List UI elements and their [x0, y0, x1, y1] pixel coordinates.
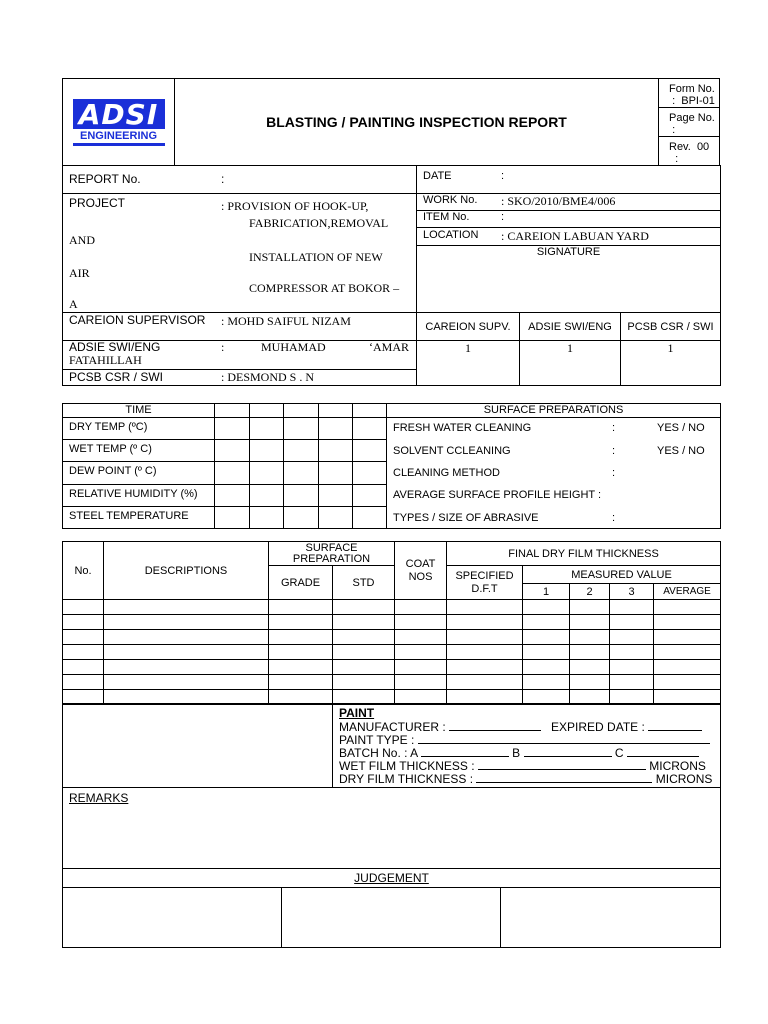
- colon: :: [501, 170, 505, 182]
- colon: :: [221, 172, 225, 186]
- conditions-table: [62, 403, 721, 529]
- condition-value: [215, 484, 250, 506]
- batch-label: BATCH No. : A: [339, 746, 418, 760]
- batch-a-field[interactable]: [421, 746, 509, 757]
- batch-c-label: C: [614, 746, 624, 760]
- colon: :: [672, 124, 676, 136]
- surface-prep-label: AVERAGE SURFACE PROFILE HEIGHT :: [393, 489, 602, 501]
- col-measured-1: 1: [523, 584, 570, 600]
- col-final-dft: FINAL DRY FILM THICKNESS: [447, 542, 721, 566]
- colon: :: [612, 422, 616, 434]
- col-descriptions: DESCRIPTIONS: [104, 542, 269, 600]
- colon: :: [612, 467, 616, 479]
- page-no-label: Page No.: [669, 112, 715, 124]
- company-logo: [73, 99, 165, 146]
- time-slot: [353, 404, 387, 418]
- form-no-value: BPI-01: [681, 95, 715, 107]
- colon: :: [501, 211, 505, 224]
- surface-prep-cell: [387, 418, 721, 529]
- table-row: [63, 675, 721, 690]
- table-row: [63, 600, 721, 615]
- condition-label: WET TEMP (º C): [63, 440, 215, 462]
- sig-adsie-header: ADSIE SWI/ENG: [520, 313, 621, 341]
- condition-value: [215, 462, 250, 484]
- paint-blank-cell: [63, 704, 333, 788]
- condition-value: [284, 440, 319, 462]
- judgement-box[interactable]: [282, 888, 501, 948]
- col-std: STD: [333, 566, 395, 600]
- project-line: A: [69, 297, 78, 311]
- careion-supervisor-label: CAREION SUPERVISOR: [69, 313, 206, 327]
- col-measured-2: 2: [570, 584, 610, 600]
- location-label: LOCATION: [423, 229, 479, 242]
- judgement-label: JUDGEMENT: [354, 871, 429, 885]
- col-surface-preparation: SURFACE PREPARATION: [269, 542, 395, 566]
- careion-supervisor-value: : MOHD SAIFUL NIZAM: [221, 314, 351, 328]
- sig-adsie-value: 1: [520, 341, 621, 386]
- condition-value: [353, 462, 387, 484]
- location-cell: [417, 228, 721, 246]
- condition-value: [284, 506, 319, 528]
- time-slot: [250, 404, 284, 418]
- condition-value: [215, 440, 250, 462]
- signature-label: SIGNATURE: [536, 246, 601, 259]
- item-no-cell: [417, 211, 721, 228]
- manufacturer-field[interactable]: [449, 720, 541, 731]
- date-label: DATE: [423, 170, 452, 182]
- remarks-cell: [63, 788, 721, 869]
- paint-type-field[interactable]: [418, 733, 710, 744]
- condition-value: [353, 484, 387, 506]
- surface-prep-label: CLEANING METHOD: [393, 467, 500, 479]
- judgement-box[interactable]: [63, 888, 282, 948]
- surface-prep-value: YES / NO: [657, 422, 705, 434]
- colon: :: [675, 153, 679, 165]
- col-grade: GRADE: [269, 566, 333, 600]
- adsie-name: FATAHILLAH: [69, 353, 142, 367]
- colon: :: [612, 512, 616, 524]
- colon: :: [612, 445, 616, 457]
- condition-label: RELATIVE HUMIDITY (%): [63, 484, 215, 506]
- project-info-table: [62, 165, 721, 386]
- condition-value: [353, 418, 387, 440]
- condition-value: [284, 462, 319, 484]
- paint-title: PAINT: [339, 706, 375, 720]
- dft-table: [62, 541, 721, 705]
- adsie-name: MUHAMAD: [261, 340, 326, 354]
- paint-type-label: PAINT TYPE :: [339, 733, 415, 747]
- condition-value: [250, 440, 284, 462]
- colon: :: [221, 340, 225, 354]
- dry-film-label: DRY FILM THICKNESS :: [339, 772, 474, 786]
- paint-cell: [333, 704, 721, 788]
- judgement-header: [63, 869, 721, 888]
- manufacturer-label: MANUFACTURER :: [339, 720, 446, 734]
- form-no-label: Form No.: [669, 83, 715, 95]
- rev-label: Rev.: [669, 141, 691, 153]
- project-line: AIR: [69, 266, 90, 280]
- condition-value: [215, 506, 250, 528]
- rev-cell: [659, 137, 720, 166]
- col-measured-3: 3: [610, 584, 654, 600]
- surface-prep-value: YES / NO: [657, 445, 705, 457]
- condition-label: DRY TEMP (ºC): [63, 418, 215, 440]
- report-title: BLASTING / PAINTING INSPECTION REPORT: [175, 79, 659, 166]
- pcsb-value: : DESMOND S . N: [221, 370, 315, 384]
- project-line: AND: [69, 233, 95, 247]
- time-slot: [284, 404, 319, 418]
- dry-film-field[interactable]: [476, 772, 652, 783]
- condition-value: [250, 484, 284, 506]
- col-coat-nos: COAT NOS: [395, 542, 447, 600]
- time-header: TIME: [63, 404, 215, 418]
- condition-value: [250, 506, 284, 528]
- surface-prep-label: TYPES / SIZE OF ABRASIVE: [393, 512, 539, 524]
- signature-cell: [417, 246, 721, 313]
- surface-prep-label: SOLVENT CCLEANING: [393, 445, 511, 457]
- adsie-name: ‘AMAR: [369, 340, 410, 354]
- work-no-label: WORK No.: [423, 194, 478, 206]
- condition-value: [284, 418, 319, 440]
- logo-cell: [63, 79, 175, 166]
- table-row: [63, 630, 721, 645]
- table-row: [63, 615, 721, 630]
- col-measured-value: MEASURED VALUE: [523, 566, 721, 584]
- rev-value: 00: [696, 141, 710, 153]
- expired-date-field[interactable]: [648, 720, 702, 731]
- report-no-cell: [63, 166, 417, 194]
- condition-value: [250, 418, 284, 440]
- project-line: FABRICATION,REMOVAL: [249, 216, 389, 230]
- location-value: : CAREION LABUAN YARD: [501, 229, 649, 244]
- col-specified-dft: SPECIFIED D.F.T: [447, 566, 523, 600]
- condition-value: [353, 440, 387, 462]
- time-slot: [215, 404, 250, 418]
- project-cell: [63, 194, 417, 313]
- project-line: COMPRESSOR AT BOKOR –: [249, 281, 400, 295]
- pcsb-label: PCSB CSR / SWI: [69, 370, 164, 384]
- careion-supervisor-cell: [63, 313, 417, 341]
- adsie-label: ADSIE SWI/ENG: [69, 340, 161, 354]
- surface-preparations-header: SURFACE PREPARATIONS: [387, 404, 721, 418]
- table-row: [63, 645, 721, 660]
- project-line: INSTALLATION OF NEW: [249, 250, 383, 264]
- logo-subtitle: ENGINEERING: [73, 129, 165, 146]
- wet-film-field[interactable]: [478, 759, 646, 770]
- date-cell: [417, 166, 721, 194]
- condition-value: [319, 440, 353, 462]
- batch-b-field[interactable]: [524, 746, 612, 757]
- condition-value: [250, 462, 284, 484]
- paint-remarks-table: [62, 703, 721, 948]
- pcsb-cell: [63, 370, 417, 386]
- page-no-cell: [659, 108, 720, 137]
- report-no-label: REPORT No.: [69, 172, 141, 186]
- colon: :: [672, 95, 676, 107]
- condition-label: DEW POINT (º C): [63, 462, 215, 484]
- microns-unit: MICRONS: [649, 759, 706, 773]
- condition-value: [319, 484, 353, 506]
- condition-value: [319, 418, 353, 440]
- col-average: AVERAGE: [654, 584, 721, 600]
- table-row: [63, 660, 721, 675]
- adsie-cell: [63, 341, 417, 370]
- time-slot: [319, 404, 353, 418]
- project-label: PROJECT: [69, 196, 126, 210]
- condition-value: [215, 418, 250, 440]
- condition-value: [353, 506, 387, 528]
- work-no-cell: [417, 194, 721, 211]
- condition-label: STEEL TEMPERATURE: [63, 506, 215, 528]
- surface-prep-label: FRESH WATER CLEANING: [393, 422, 532, 434]
- sig-pcsb-header: PCSB CSR / SWI: [621, 313, 721, 341]
- condition-value: [319, 462, 353, 484]
- wet-film-label: WET FILM THICKNESS :: [339, 759, 475, 773]
- judgement-box[interactable]: [501, 888, 721, 948]
- batch-c-field[interactable]: [627, 746, 699, 757]
- remarks-label: REMARKS: [69, 791, 129, 805]
- condition-value: [284, 484, 319, 506]
- expired-date-label: EXPIRED DATE :: [551, 720, 645, 734]
- sig-careion-header: CAREION SUPV.: [417, 313, 520, 341]
- microns-unit: MICRONS: [655, 772, 713, 786]
- logo-wordmark: ADSI: [73, 99, 165, 129]
- sig-pcsb-value: 1: [621, 341, 721, 386]
- item-no-label: ITEM No.: [423, 211, 470, 224]
- condition-value: [319, 506, 353, 528]
- header-table: [62, 78, 720, 166]
- project-line: : PROVISION OF HOOK-UP,: [221, 199, 369, 213]
- work-no-value: : SKO/2010/BME4/006: [501, 194, 616, 208]
- batch-b-label: B: [512, 746, 521, 760]
- sig-careion-value: 1: [417, 341, 520, 386]
- form-no-cell: [659, 79, 720, 108]
- col-no: No.: [63, 542, 104, 600]
